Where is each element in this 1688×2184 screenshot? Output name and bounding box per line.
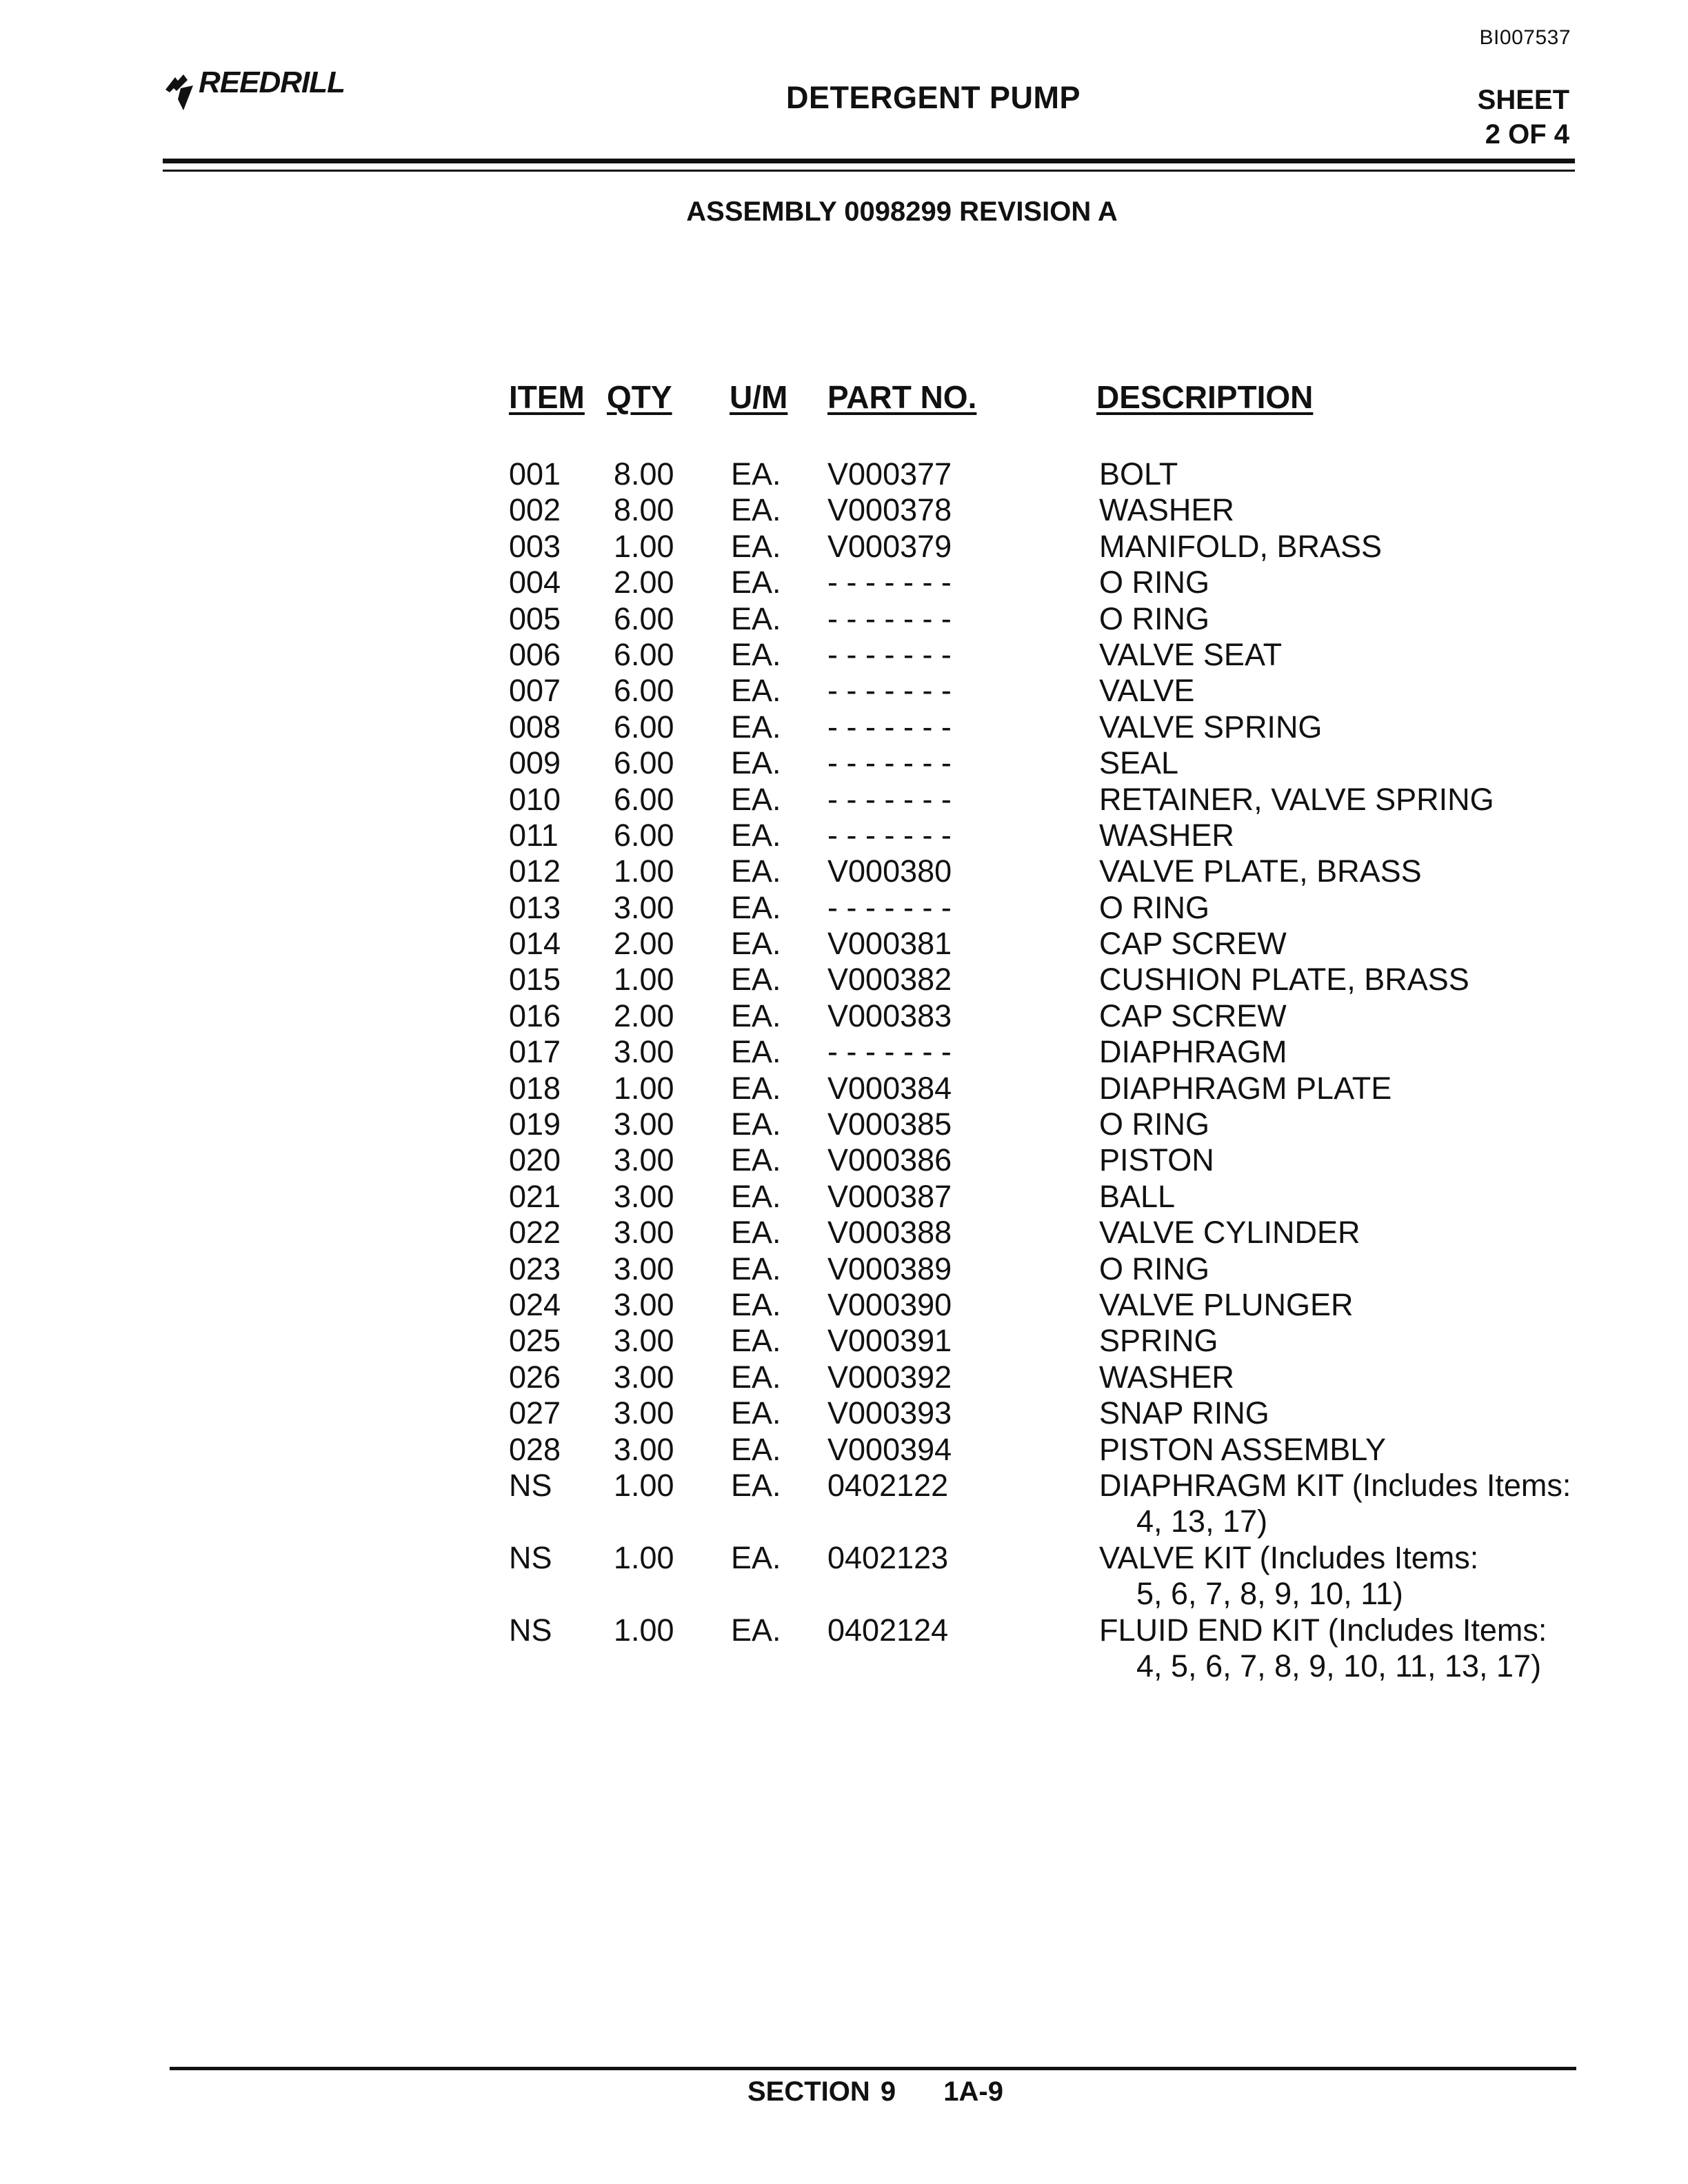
description: SNAP RING <box>1099 1395 1269 1431</box>
item-number: 005 <box>509 600 561 636</box>
part-number: V000394 <box>827 1431 952 1467</box>
unit-of-measure: EA. <box>731 889 781 925</box>
item-number: NS <box>509 1467 552 1503</box>
part-number: V000381 <box>827 926 952 962</box>
part-number: - - - - - - - <box>827 600 952 636</box>
quantity: 3.00 <box>614 1251 674 1286</box>
quantity: 1.00 <box>614 1612 674 1648</box>
description: DIAPHRAGM KIT (Includes Items: <box>1099 1467 1571 1503</box>
part-number: V000390 <box>827 1286 952 1322</box>
part-number: - - - - - - - <box>827 1034 952 1070</box>
unit-of-measure: EA. <box>731 1467 781 1503</box>
item-number: 002 <box>509 492 561 528</box>
part-number: V000388 <box>827 1215 952 1251</box>
quantity: 1.00 <box>614 853 674 889</box>
quantity: 2.00 <box>614 565 674 600</box>
quantity: 8.00 <box>614 456 674 492</box>
quantity: 3.00 <box>614 889 674 925</box>
quantity: 3.00 <box>614 1106 674 1142</box>
quantity: 2.00 <box>614 926 674 962</box>
description: SEAL <box>1099 745 1179 781</box>
part-number: V000378 <box>827 492 952 528</box>
drill-logo-icon <box>163 69 197 113</box>
description: PISTON ASSEMBLY <box>1099 1431 1386 1467</box>
description: VALVE PLUNGER <box>1099 1286 1354 1322</box>
part-number: V000392 <box>827 1359 952 1395</box>
description: MANIFOLD, BRASS <box>1099 528 1383 564</box>
part-number: V000377 <box>827 456 952 492</box>
unit-of-measure: EA. <box>731 1106 781 1142</box>
part-number: - - - - - - - <box>827 565 952 600</box>
item-number: 028 <box>509 1431 561 1467</box>
unit-of-measure: EA. <box>731 998 781 1033</box>
item-number: 010 <box>509 781 561 817</box>
part-number: - - - - - - - <box>827 673 952 709</box>
description: CAP SCREW <box>1099 926 1287 962</box>
item-number: 001 <box>509 456 561 492</box>
header-rule-bottom <box>163 170 1575 172</box>
part-number: V000383 <box>827 998 952 1033</box>
unit-of-measure: EA. <box>731 492 781 528</box>
part-number: V000387 <box>827 1178 952 1214</box>
unit-of-measure: EA. <box>731 1359 781 1395</box>
quantity: 6.00 <box>614 817 674 853</box>
item-number: 003 <box>509 528 561 564</box>
page-footer <box>747 2076 1003 2107</box>
description-continuation: 5, 6, 7, 8, 9, 10, 11) <box>1136 1576 1403 1612</box>
item-number: 014 <box>509 926 561 962</box>
unit-of-measure: EA. <box>731 1034 781 1070</box>
quantity: 3.00 <box>614 1215 674 1251</box>
item-number: 018 <box>509 1070 561 1106</box>
item-number: 008 <box>509 709 561 745</box>
description-continuation: 4, 13, 17) <box>1136 1504 1268 1539</box>
description: VALVE PLATE, BRASS <box>1099 853 1422 889</box>
description: O RING <box>1099 1106 1210 1142</box>
quantity: 3.00 <box>614 1323 674 1359</box>
part-number: 0402123 <box>827 1539 949 1575</box>
quantity: 6.00 <box>614 709 674 745</box>
item-number: 016 <box>509 998 561 1033</box>
description-continuation: 4, 5, 6, 7, 8, 9, 10, 11, 13, 17) <box>1136 1648 1542 1684</box>
description: FLUID END KIT (Includes Items: <box>1099 1612 1547 1648</box>
quantity: 1.00 <box>614 528 674 564</box>
part-number: - - - - - - - <box>827 817 952 853</box>
part-number: 0402122 <box>827 1467 949 1503</box>
description: WASHER <box>1099 1359 1234 1395</box>
item-number: 007 <box>509 673 561 709</box>
part-number: V000386 <box>827 1142 952 1178</box>
quantity: 3.00 <box>614 1034 674 1070</box>
quantity: 6.00 <box>614 600 674 636</box>
description: O RING <box>1099 600 1210 636</box>
unit-of-measure: EA. <box>731 1539 781 1575</box>
quantity: 3.00 <box>614 1178 674 1214</box>
column-header-description: DESCRIPTION <box>1096 379 1314 415</box>
description: VALVE SEAT <box>1099 636 1283 672</box>
part-number: - - - - - - - <box>827 709 952 745</box>
quantity: 3.00 <box>614 1142 674 1178</box>
description: CAP SCREW <box>1099 998 1287 1033</box>
quantity: 6.00 <box>614 745 674 781</box>
description: BALL <box>1099 1178 1176 1214</box>
item-number: 021 <box>509 1178 561 1214</box>
unit-of-measure: EA. <box>731 636 781 672</box>
description: SPRING <box>1099 1323 1218 1359</box>
unit-of-measure: EA. <box>731 709 781 745</box>
unit-of-measure: EA. <box>731 565 781 600</box>
description: CUSHION PLATE, BRASS <box>1099 962 1469 998</box>
quantity: 2.00 <box>614 998 674 1033</box>
unit-of-measure: EA. <box>731 1323 781 1359</box>
description: O RING <box>1099 1251 1210 1286</box>
sheet-indicator <box>1478 83 1569 152</box>
item-number: 009 <box>509 745 561 781</box>
description: BOLT <box>1099 456 1178 492</box>
quantity: 8.00 <box>614 492 674 528</box>
document-id: BI007537 <box>1479 26 1571 49</box>
unit-of-measure: EA. <box>731 1251 781 1286</box>
description: O RING <box>1099 889 1210 925</box>
column-header-um: U/M <box>730 379 788 415</box>
unit-of-measure: EA. <box>731 853 781 889</box>
item-number: NS <box>509 1612 552 1648</box>
quantity: 1.00 <box>614 962 674 998</box>
item-number: 026 <box>509 1359 561 1395</box>
item-number: NS <box>509 1539 552 1575</box>
unit-of-measure: EA. <box>731 962 781 998</box>
unit-of-measure: EA. <box>731 1431 781 1467</box>
unit-of-measure: EA. <box>731 781 781 817</box>
description: VALVE SPRING <box>1099 709 1323 745</box>
item-number: 023 <box>509 1251 561 1286</box>
item-number: 012 <box>509 853 561 889</box>
unit-of-measure: EA. <box>731 1215 781 1251</box>
section-label: SECTION 9 <box>747 2076 896 2107</box>
description: WASHER <box>1099 492 1234 528</box>
assembly-line: ASSEMBLY 0098299 REVISION A <box>686 196 1118 227</box>
part-number: - - - - - - - <box>827 636 952 672</box>
description: DIAPHRAGM PLATE <box>1099 1070 1392 1106</box>
quantity: 1.00 <box>614 1539 674 1575</box>
description: O RING <box>1099 565 1210 600</box>
quantity: 3.00 <box>614 1359 674 1395</box>
description: VALVE CYLINDER <box>1099 1215 1360 1251</box>
footer-rule <box>170 2067 1576 2070</box>
item-number: 004 <box>509 565 561 600</box>
unit-of-measure: EA. <box>731 528 781 564</box>
part-number: - - - - - - - <box>827 889 952 925</box>
item-number: 024 <box>509 1286 561 1322</box>
quantity: 6.00 <box>614 636 674 672</box>
column-header-qty: QTY <box>607 379 672 415</box>
column-header-part-no: PART NO. <box>827 379 977 415</box>
unit-of-measure: EA. <box>731 1178 781 1214</box>
quantity: 3.00 <box>614 1395 674 1431</box>
quantity: 3.00 <box>614 1286 674 1322</box>
part-number: V000382 <box>827 962 952 998</box>
item-number: 011 <box>509 817 559 853</box>
part-number: V000380 <box>827 853 952 889</box>
sheet-label: SHEET <box>1477 85 1569 115</box>
unit-of-measure: EA. <box>731 926 781 962</box>
description: WASHER <box>1099 817 1234 853</box>
unit-of-measure: EA. <box>731 1142 781 1178</box>
part-number: V000384 <box>827 1070 952 1106</box>
document-title: DETERGENT PUMP <box>786 80 1081 115</box>
item-number: 022 <box>509 1215 561 1251</box>
column-header-item: ITEM <box>509 379 585 415</box>
item-number: 013 <box>509 889 561 925</box>
item-number: 017 <box>509 1034 561 1070</box>
unit-of-measure: EA. <box>731 1286 781 1322</box>
unit-of-measure: EA. <box>731 600 781 636</box>
header-rule-top <box>163 159 1575 163</box>
unit-of-measure: EA. <box>731 745 781 781</box>
description: VALVE <box>1099 673 1195 709</box>
quantity: 6.00 <box>614 673 674 709</box>
part-number: V000393 <box>827 1395 952 1431</box>
quantity: 1.00 <box>614 1070 674 1106</box>
unit-of-measure: EA. <box>731 1395 781 1431</box>
quantity: 3.00 <box>614 1431 674 1467</box>
part-number: - - - - - - - <box>827 781 952 817</box>
part-number: 0402124 <box>827 1612 949 1648</box>
description: PISTON <box>1099 1142 1214 1178</box>
quantity: 1.00 <box>614 1467 674 1503</box>
part-number: V000385 <box>827 1106 952 1142</box>
item-number: 019 <box>509 1106 561 1142</box>
part-number: V000389 <box>827 1251 952 1286</box>
unit-of-measure: EA. <box>731 1612 781 1648</box>
description: VALVE KIT (Includes Items: <box>1099 1539 1479 1575</box>
part-number: - - - - - - - <box>827 745 952 781</box>
description: RETAINER, VALVE SPRING <box>1099 781 1494 817</box>
item-number: 027 <box>509 1395 561 1431</box>
unit-of-measure: EA. <box>731 817 781 853</box>
item-number: 006 <box>509 636 561 672</box>
description: DIAPHRAGM <box>1099 1034 1287 1070</box>
company-logo <box>163 65 345 113</box>
unit-of-measure: EA. <box>731 673 781 709</box>
logo-wordmark: REEDRILL <box>199 65 345 99</box>
unit-of-measure: EA. <box>731 1070 781 1106</box>
part-number: V000391 <box>827 1323 952 1359</box>
unit-of-measure: EA. <box>731 456 781 492</box>
sheet-number: 2 OF 4 <box>1485 119 1569 150</box>
quantity: 6.00 <box>614 781 674 817</box>
part-number: V000379 <box>827 528 952 564</box>
page-code: 1A-9 <box>943 2076 1003 2107</box>
item-number: 020 <box>509 1142 561 1178</box>
item-number: 015 <box>509 962 561 998</box>
item-number: 025 <box>509 1323 561 1359</box>
